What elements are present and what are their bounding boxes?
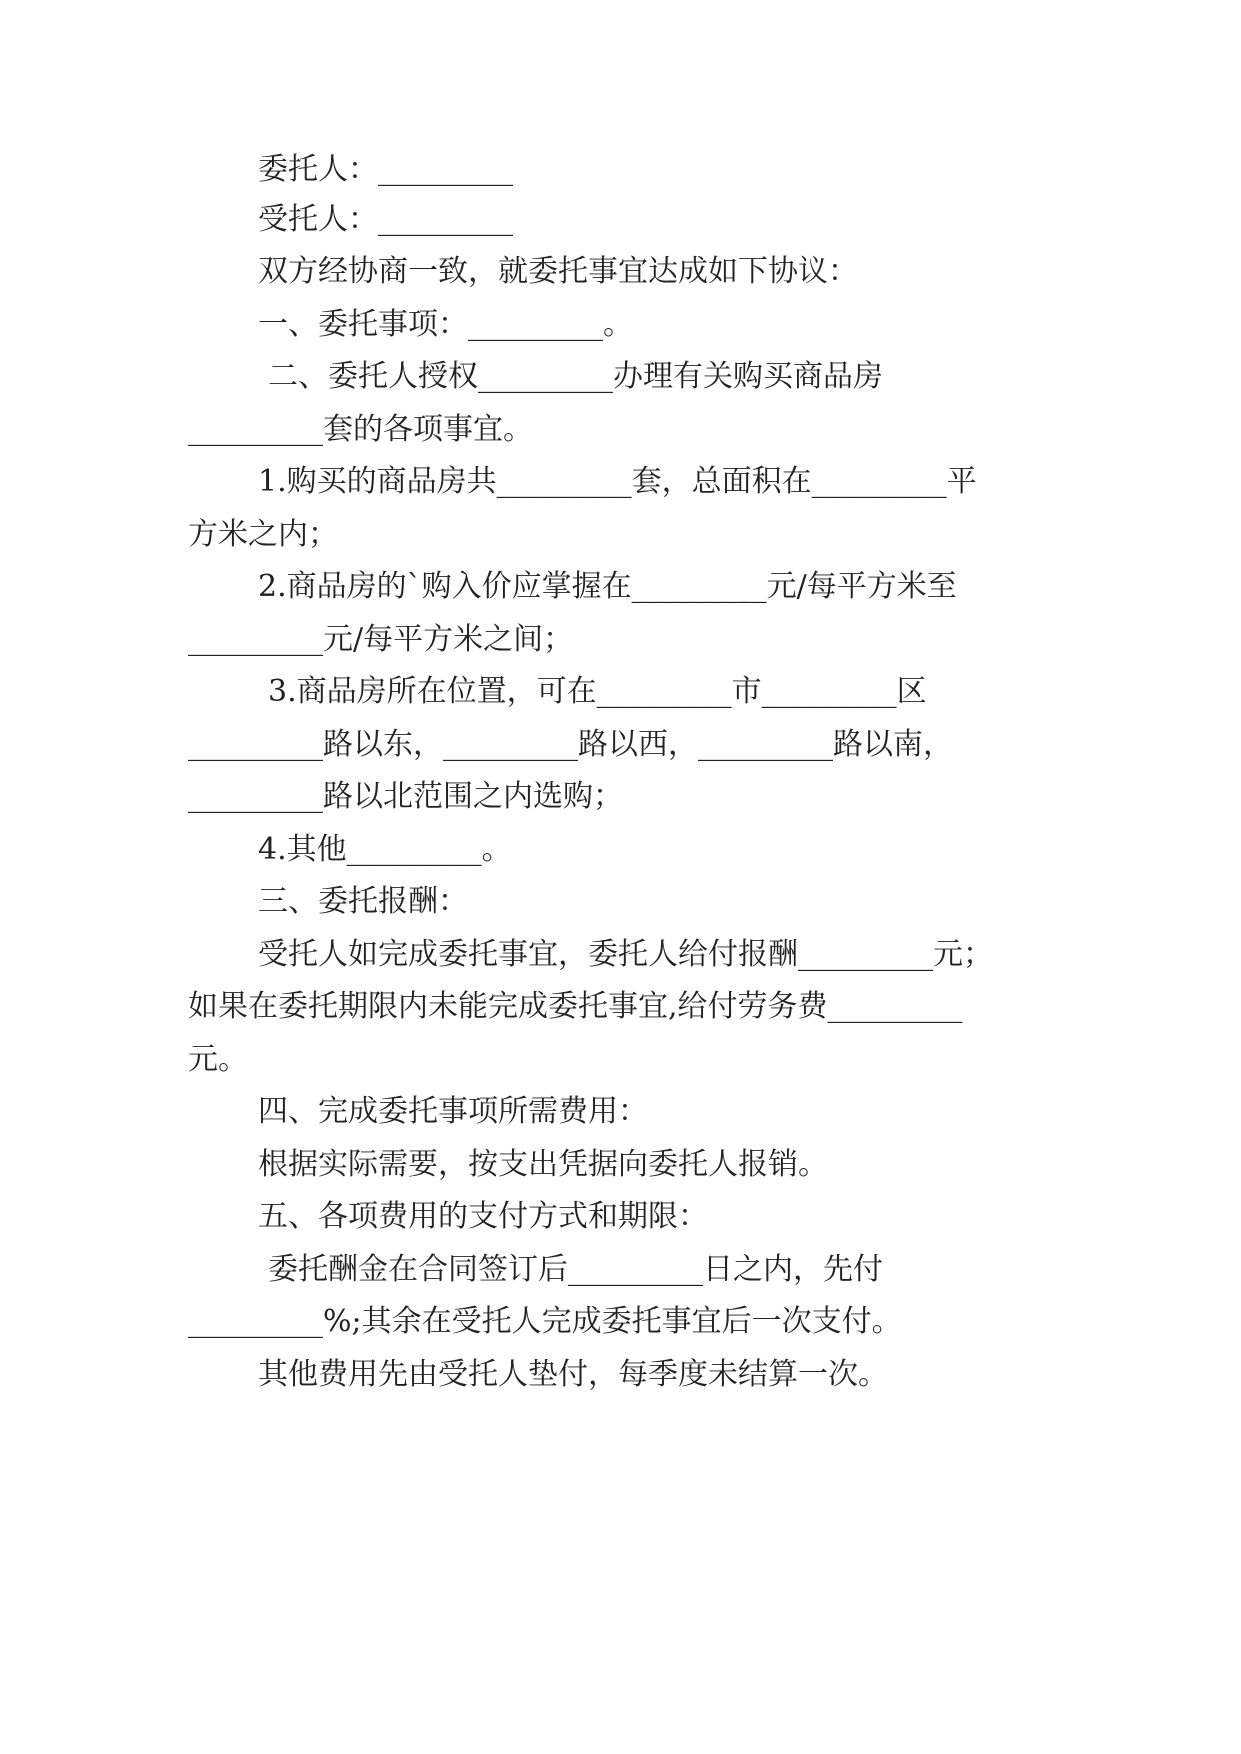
line-section-1-heading: 一、委托事项：_________。: [258, 307, 633, 342]
line-section-5-other: 其他费用先由受托人垫付，每季度未结算一次。: [258, 1357, 888, 1392]
line-entruster: 委托人：_________: [258, 152, 513, 187]
line-section-3-body-end: 元。: [188, 1042, 248, 1077]
line-item-3-cont-1: _________路以东，_________路以西，_________路以南，: [188, 727, 953, 762]
line-item-2: 2.商品房的`购入价应掌握在_________元/每平方米至: [258, 569, 957, 604]
line-section-3-body: 受托人如完成委托事宜，委托人给付报酬_________元；: [258, 937, 993, 972]
line-item-3-cont-2: _________路以北范围之内选购；: [188, 779, 623, 814]
line-item-1-cont: 方米之内；: [188, 517, 338, 552]
line-section-4-heading: 四、完成委托事项所需费用：: [258, 1094, 648, 1129]
line-section-5-body: 委托酬金在合同签订后_________日之内，先付: [268, 1252, 883, 1287]
line-item-4: 4.其他_________。: [258, 832, 512, 867]
line-section-2-cont: _________套的各项事宜。: [188, 412, 533, 447]
line-item-3: 3.商品房所在位置，可在_________市_________区: [268, 674, 927, 709]
line-section-3-body-cont: 如果在委托期限内未能完成委托事宜,给付劳务费_________: [188, 989, 963, 1024]
line-section-5-body-cont: _________%;其余在受托人完成委托事宜后一次支付。: [188, 1304, 902, 1339]
line-item-2-cont: _________元/每平方米之间；: [188, 622, 574, 657]
line-section-4-body: 根据实际需要，按支出凭据向委托人报销。: [258, 1147, 828, 1182]
line-section-3-heading: 三、委托报酬：: [258, 884, 468, 919]
line-section-2: 二、委托人授权_________办理有关购买商品房: [268, 359, 883, 394]
line-agreement-intro: 双方经协商一致，就委托事宜达成如下协议：: [258, 254, 858, 289]
line-item-1: 1.购买的商品房共_________套，总面积在_________平: [258, 464, 977, 499]
line-section-5-heading: 五、各项费用的支付方式和期限：: [258, 1199, 708, 1234]
line-trustee: 受托人：_________: [258, 202, 513, 237]
